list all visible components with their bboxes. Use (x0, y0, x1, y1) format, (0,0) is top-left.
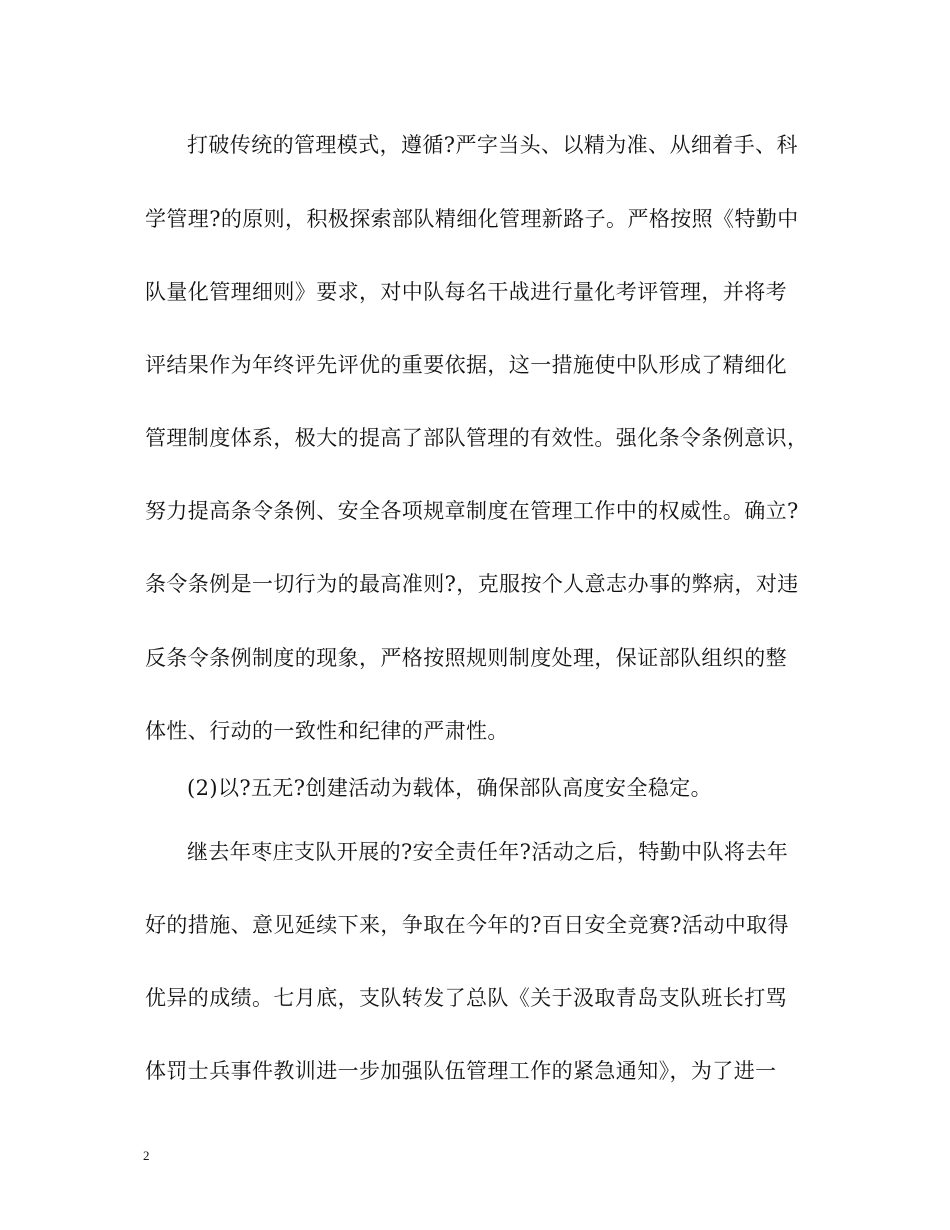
page-number: 2 (143, 1148, 150, 1163)
paragraph-line-1: 打破传统的管理模式，遵循?严字当头、以精为准、从细着手、科 (187, 133, 798, 157)
paragraph-line-11: 好的措施、意见延续下来，争取在今年的?百日安全竞赛?活动中取得 (145, 913, 789, 937)
paragraph-line-5: 管理制度体系，极大的提高了部队管理的有效性。强化条令条例意识， (145, 426, 809, 450)
paragraph-line-7: 条令条例是一切行为的最高准则?，克服按个人意志办事的弊病，对违 (145, 572, 799, 596)
paragraph-line-12: 优异的成绩。七月底，支队转发了总队《关于汲取青岛支队班长打骂 (145, 986, 787, 1010)
paragraph-line-6: 努力提高条令条例、安全各项规章制度在管理工作中的权威性。确立? (145, 499, 799, 523)
paragraph-line-8: 反条令条例制度的现象，严格按照规则制度处理，保证部队组织的整 (145, 646, 787, 670)
section-heading: (2)以?五无?创建活动为载体，确保部队高度安全稳定。 (187, 776, 713, 800)
paragraph-line-3: 队量化管理细则》要求，对中队每名干战进行量化考评管理，并将考 (145, 280, 787, 304)
paragraph-line-13: 体罚士兵事件教训进一步加强队伍管理工作的紧急通知》，为了进一 (145, 1059, 777, 1083)
paragraph-line-9: 体性、行动的一致性和纪律的严肃性。 (145, 719, 509, 743)
paragraph-line-10: 继去年枣庄支队开展的?安全责任年?活动之后，特勤中队将去年 (187, 840, 789, 864)
paragraph-line-4: 评结果作为年终评先评优的重要依据，这一措施使中队形成了精细化 (145, 353, 787, 377)
paragraph-line-2: 学管理?的原则，积极探索部队精细化管理新路子。严格按照《特勤中 (145, 207, 799, 231)
